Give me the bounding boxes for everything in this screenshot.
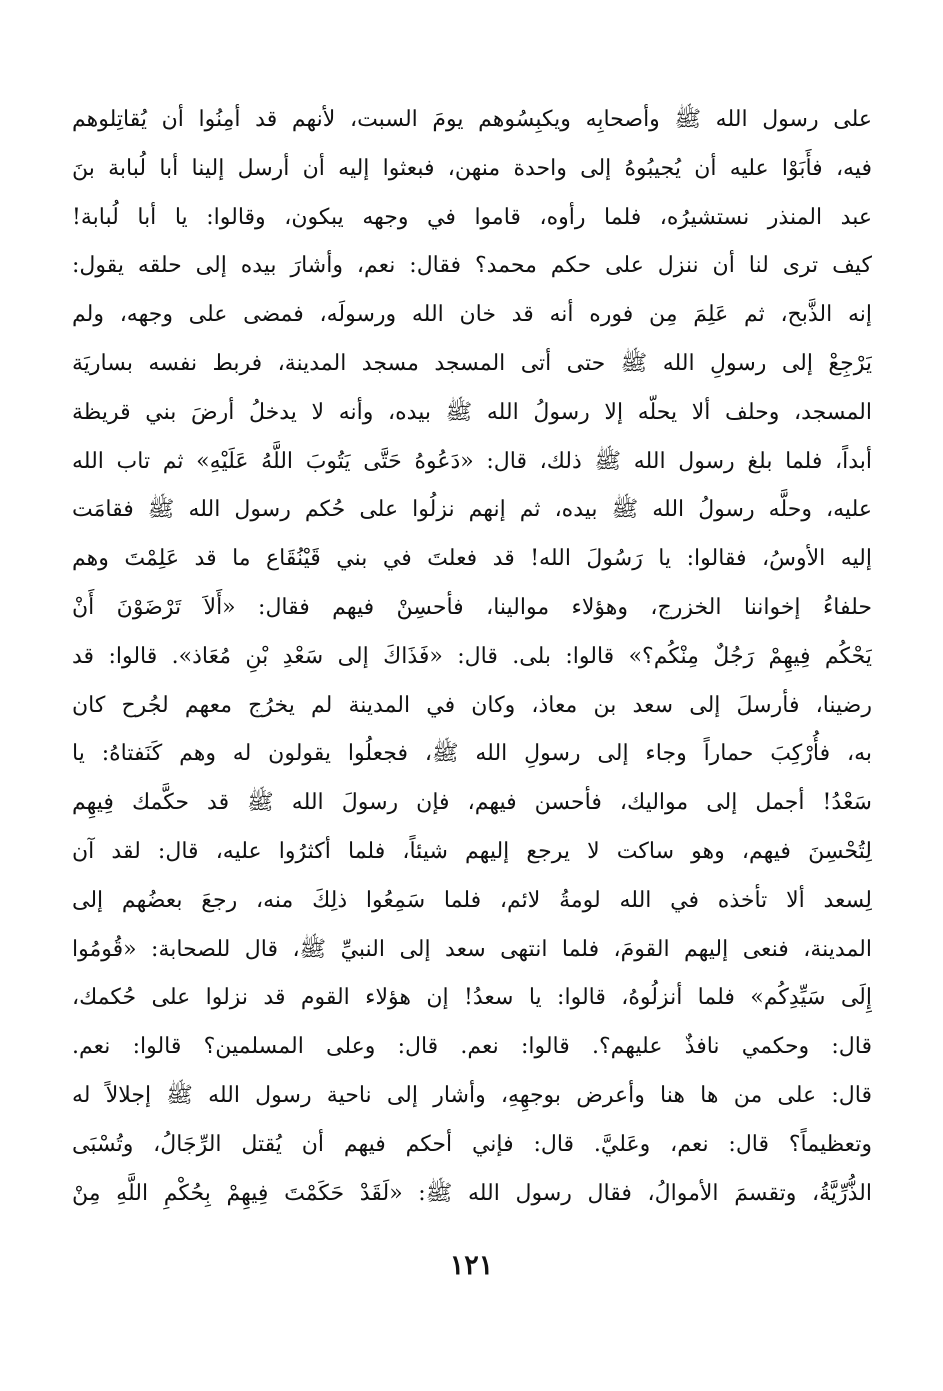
body-text bbox=[72, 96, 872, 1218]
text-line: إِلَى سَيِّدِكُم» فلما أنزلُوهُ، قالوا: يا سعدُ! إن هؤلاء القوم قد نزلوا على حُكمك، bbox=[72, 985, 872, 1011]
text-line: عبد المنذر نستشيرُه، فلما رأوه، قاموا في وجهه يبكون، وقالوا: يا أبا لُبابة! bbox=[72, 204, 872, 230]
text-line: سَعْدُ! أجمل إلى مواليك، فأحسن فيهم، فإن رسولَ الله ﷺ قد حكَّمك فِيهِم bbox=[72, 790, 872, 816]
text-line: المسجد، وحلف ألا يحلّه إلا رسولُ الله ﷺ بيده، وأنه لا يدخلُ أرضَ بني قريظة bbox=[72, 399, 872, 425]
text-line: يَرْجِعْ إلى رسولِ الله ﷺ حتى أتى المسجد مسجد المدينة، فربط نفسه بساريَة bbox=[72, 350, 872, 376]
text-line: إليه الأوسُ، فقالوا: يا رَسُولَ الله! قد فعلتَ في بني قَيْنُقَاع ما قد عَلِمْتَ وهم bbox=[72, 546, 872, 572]
text-line: قال: وحكمي نافذٌ عليهم؟. قالوا: نعم. قال: وعلى المسلمين؟ قالوا: نعم. bbox=[72, 1034, 872, 1060]
text-line: عليه، وحلَّه رسولُ الله ﷺ بيده، ثم إنهم نزلُوا على حُكم رسول الله ﷺ فقامَت bbox=[72, 497, 872, 523]
text-line: أبداً، فلما بلغ رسول الله ﷺ ذلك، قال: «دَعُوهُ حَتَّى يَتُوبَ اللَّهُ عَلَيْهِ» ثم تاب الله bbox=[72, 448, 872, 474]
text-line: قال: على من ها هنا وأعرض بوجهِهِ، وأشار إلى ناحية رسول الله ﷺ إجلالاً له bbox=[72, 1082, 872, 1108]
text-line: الذُّرِّيَّةُ، وتقسمَ الأموالُ، فقال رسول الله ﷺ: «لَقَدْ حَكَمْتَ فِيهِمْ بِحُكْمِ اللَّهِ مِنْ bbox=[72, 1180, 872, 1206]
page-number: ١٢١ bbox=[449, 1250, 494, 1281]
text-line: لِسعد ألا تأخذه في الله لومةُ لائم، فلما سَمِعُوا ذلِكَ منه، رجعَ بعضُهم إلى bbox=[72, 887, 872, 913]
text-line: كيف ترى لنا أن ننزل على حكم محمد؟ فقال: نعم، وأشارَ بيده إلى حلقه يقول: bbox=[72, 253, 872, 279]
text-line: لِتُحْسِنَ فيهم، وهو ساكت لا يرجع إليهم شيئاً، فلما أكثرُوا عليه، قال: لقد آن bbox=[72, 838, 872, 864]
text-line: به، فأُرْكِبَ حماراً وجاء إلى رسولِ الله ﷺ، فجعلُوا يقولون له وهم كَنَفتاهُ: يا bbox=[72, 741, 872, 767]
text-line: على رسول الله ﷺ وأصحابِه ويكبِسُوهم يومَ السبت، لأنهم قد أمِنُوا أن يُقاتِلوهم bbox=[72, 107, 872, 132]
text-line: رضينا، فأرسلَ إلى سعد بن معاذ، وكان في المدينة لم يخرُج معهم لجُرح كان bbox=[72, 692, 872, 718]
text-line: وتعظيماً؟ قال: نعم، وعَليَّ. قال: فإني أحكم فيهم أن يُقتل الرِّجَالُ، وتُسْبَى bbox=[72, 1131, 872, 1157]
text-line: فيه، فأَبَوْا عليه أن يُجيبُوهُ إلى واحدة منهن، فبعثوا إليه أن أرسل إلينا أبا لُبابة بنَ bbox=[72, 155, 872, 181]
text-line: يَحْكُم فِيهِمْ رَجُلٌ مِنْكُم؟» قالوا: بلى. قال: «فَذَاكَ إلى سَعْدِ بْنِ مُعَاذ». قالوا: قد bbox=[72, 643, 872, 669]
text-line: حلفاءُ إخواننا الخزرج، وهؤلاء موالينا، فأحسِنْ فيهم فقال: «أَلاَ تَرْضَوْنَ أَنْ bbox=[72, 594, 872, 620]
text-line: المدينة، فنعى إليهم القومَ، فلما انتهى سعد إلى النبيِّ ﷺ، قال للصحابة: «قُومُوا bbox=[72, 936, 872, 962]
text-line: إنه الذَّبح، ثم عَلِمَ مِن فوره أنه قد خان الله ورسولَه، فمضى على وجهه، ولم bbox=[72, 302, 872, 328]
